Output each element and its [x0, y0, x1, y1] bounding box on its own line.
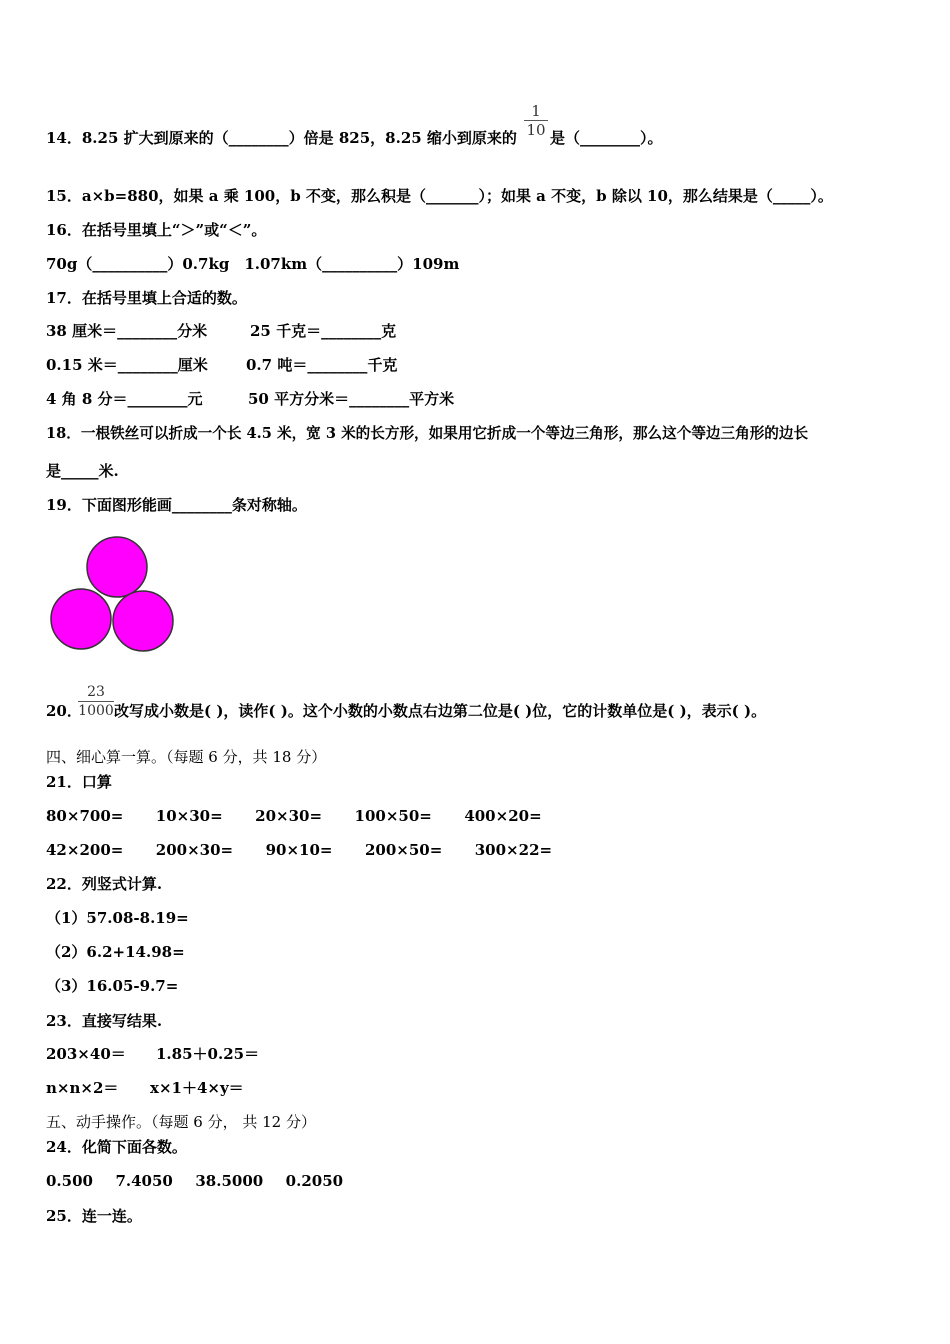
q21-item: 200×50=	[364, 841, 443, 859]
q24-title: 24．化简下面各数。	[46, 1138, 187, 1156]
q21-row2	[46, 840, 552, 860]
q20-frac-den: 1000	[78, 703, 114, 719]
circle-right	[113, 591, 173, 651]
three-circles-figure	[44, 532, 184, 656]
q19-title: 19．下面图形能画________条对称轴。	[46, 496, 307, 514]
q25-title: 25．连一连。	[46, 1207, 142, 1225]
q22-item-3: （3）16.05-9.7=	[46, 977, 179, 995]
circle-top	[87, 537, 147, 597]
circle-left	[51, 589, 111, 649]
q21-item: 400×20=	[464, 807, 542, 825]
q24-numbers	[46, 1171, 343, 1191]
q20-frac-num: 23	[87, 684, 105, 700]
q23-r2b: x×1＋4×y＝	[150, 1079, 244, 1097]
q21-item: 10×30=	[155, 807, 223, 825]
q23-r1a: 203×40＝	[46, 1045, 126, 1063]
q17-r1b: 25 千克＝________克	[250, 322, 397, 340]
q17-r3b: 50 平方分米＝________平方米	[248, 390, 455, 408]
q24-num: 7.4050	[115, 1172, 173, 1190]
q22-title: 22．列竖式计算.	[46, 875, 163, 893]
q14-fraction	[524, 103, 548, 138]
q16-row: 70g（__________）0.7kg 1.07km（__________）109m	[46, 255, 460, 273]
q21-item: 80×700=	[46, 807, 124, 825]
section-4-heading: 四、细心算一算。（每题 6 分，共 18 分）	[46, 748, 327, 766]
q23-r1b: 1.85＋0.25＝	[156, 1045, 260, 1063]
q21-item: 90×10=	[265, 841, 333, 859]
q22-item-2: （2）6.2+14.98=	[46, 943, 185, 961]
q17-r2a: 0.15 米＝________厘米	[46, 356, 208, 374]
q17-r1a: 38 厘米＝________分米	[46, 322, 208, 340]
q21-item: 42×200=	[46, 841, 124, 859]
q20-label: 20．	[46, 702, 82, 720]
q16-title: 16．在括号里填上“＞”或“＜”。	[46, 221, 267, 239]
q18-line1: 18．一根铁丝可以折成一个长 4.5 米，宽 3 米的长方形，如果用它折成一个等边三角形，那么这个等边三角形的边长	[46, 425, 809, 442]
q21-item: 300×22=	[474, 841, 553, 859]
q22-item-1: （1）57.08-8.19=	[46, 909, 189, 927]
q17-title: 17．在括号里填上合适的数。	[46, 289, 247, 307]
q20-text: 改写成小数是( )，读作( )。这个小数的小数点右边第二位是( )位，它的计数单位是( )，表示( )。	[114, 702, 767, 720]
q20-fraction	[78, 684, 114, 719]
q15-text: 15．a×b=880，如果 a 乘 100，b 不变，那么积是（_______）；如果 a 不变，b 除以 10，那么结果是（_____）。	[46, 187, 833, 205]
q24-num: 38.5000	[195, 1172, 264, 1190]
q14-text-a: 14．8.25 扩大到原来的（________）倍是 825，8.25 缩小到原来的	[46, 129, 517, 147]
q14-frac-num: 1	[531, 102, 541, 120]
q21-title: 21．口算	[46, 773, 112, 791]
q24-num: 0.2050	[285, 1172, 344, 1190]
q14-text-b: 是（________）。	[550, 129, 663, 147]
q23-r2a: n×n×2＝	[46, 1079, 119, 1097]
q17-r2b: 0.7 吨＝________千克	[246, 356, 398, 374]
q24-num: 0.500	[46, 1172, 93, 1190]
section-5-heading: 五、动手操作。（每题 6 分， 共 12 分）	[46, 1113, 316, 1131]
q21-item: 200×30=	[155, 841, 234, 859]
q17-r3a: 4 角 8 分＝________元	[46, 390, 203, 408]
q23-title: 23．直接写结果.	[46, 1012, 163, 1030]
q18-line2: 是_____米.	[46, 462, 119, 480]
q21-row1	[46, 806, 542, 826]
q21-item: 20×30=	[255, 807, 323, 825]
q21-item: 100×50=	[354, 807, 432, 825]
q14-frac-den: 10	[526, 121, 546, 139]
